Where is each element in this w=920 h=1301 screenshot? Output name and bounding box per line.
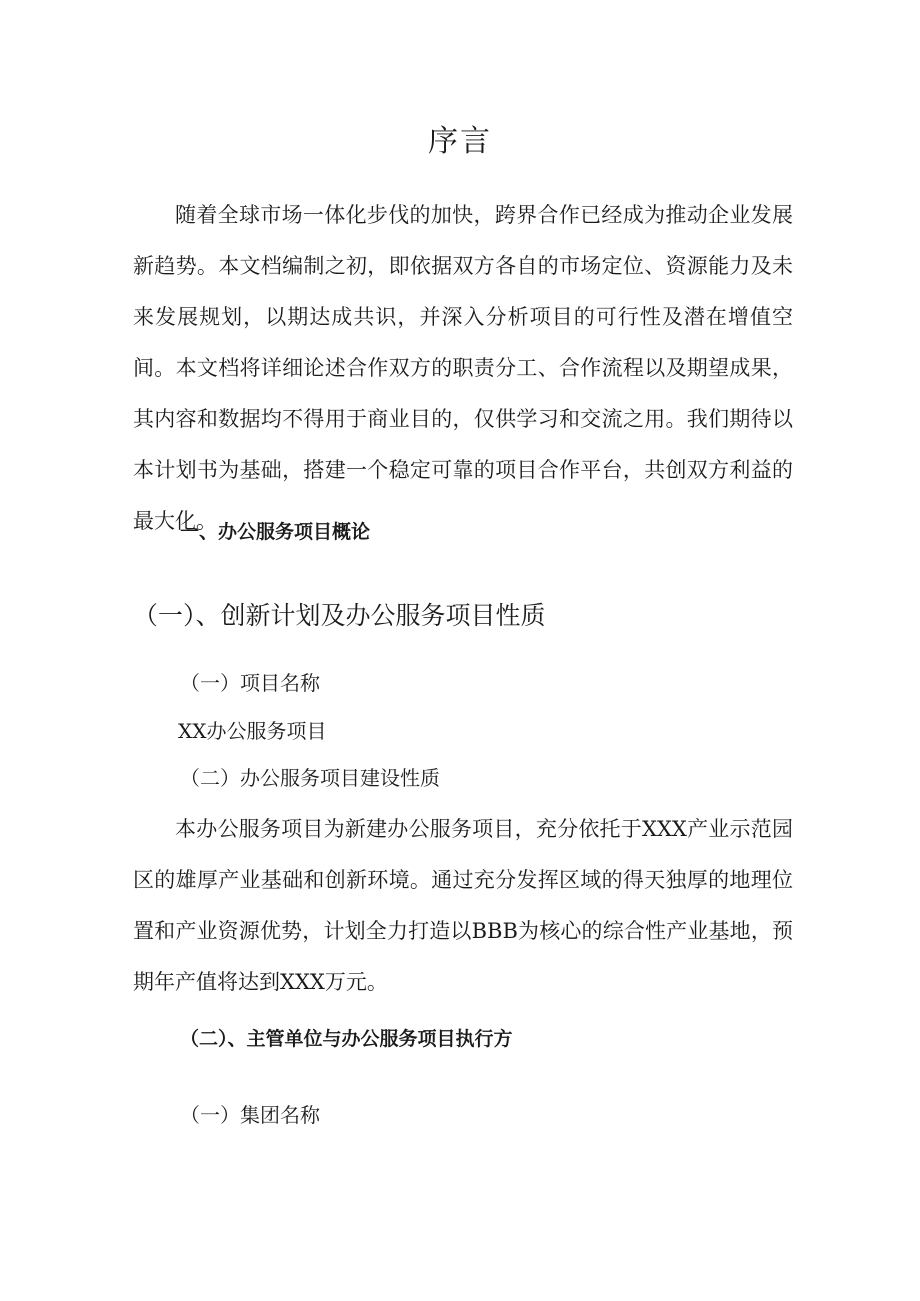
construction-nature-paragraph: 本办公服务项目为新建办公服务项目，充分依托于XXX产业示范园区的雄厚产业基础和创新环境。通过充分发挥区域的得天独厚的地理位置和产业资源优势，计划全力打造以BBB为核心的综合性产业基地，预期年产值将达到XXX万元。: [133, 817, 793, 994]
section-heading-overview: 一、办公服务项目概论: [180, 521, 371, 543]
item-heading-group-name: （一）集团名称: [180, 1103, 320, 1127]
intro-paragraph: 随着全球市场一体化步伐的加快，跨界合作已经成为推动企业发展新趋势。本文档编制之初，即依据双方各自的市场定位、资源能力及未来发展规划，以期达成共识，并深入分析项目的可行性及潜在增值空间。本文档将详细论述合作双方的职责分工、合作流程以及期望成果，其内容和数据均不得用于商业目的，仅供学习和交流之用。我们期待以本计划书为基础，搭建一个稳定可靠的项目合作平台，共创双方利益的最大化。: [133, 203, 793, 533]
document-title: 序言: [428, 124, 492, 159]
item-heading-construction-nature: （二）办公服务项目建设性质: [180, 766, 440, 790]
subsection-heading-nature: （一）、创新计划及办公服务项目性质: [133, 601, 546, 630]
subsection-heading-executor: （二）、主管单位与办公服务项目执行方: [180, 1028, 513, 1050]
item-heading-project-name: （一）项目名称: [180, 671, 320, 695]
project-name-value: XX办公服务项目: [178, 719, 327, 743]
